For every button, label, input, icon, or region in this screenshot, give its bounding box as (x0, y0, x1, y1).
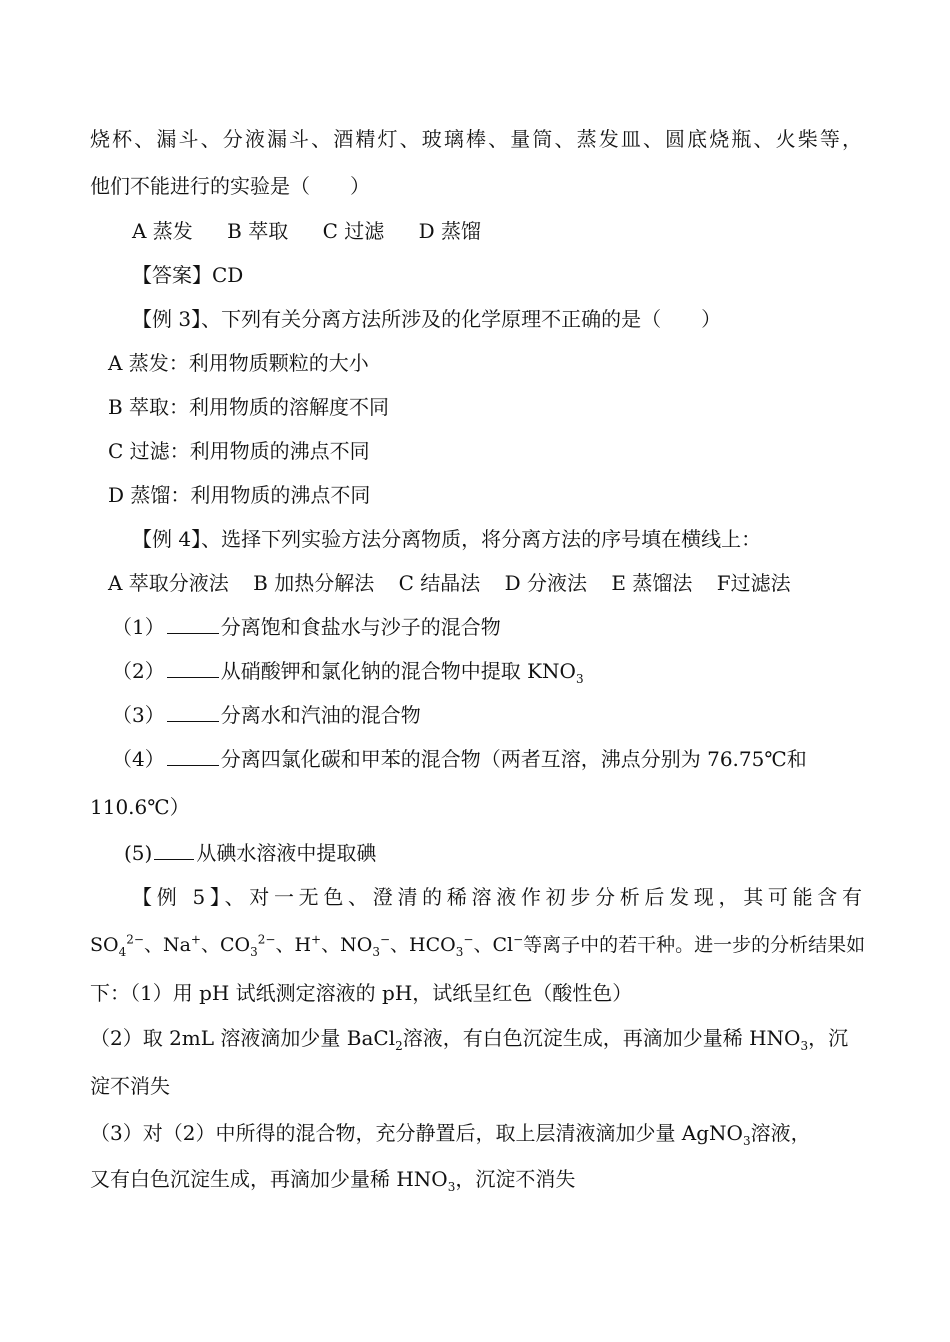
example-3-option-a: A 蒸发：利用物质颗粒的大小 (108, 351, 369, 375)
ion-text: CO (219, 934, 251, 956)
question-4-continuation: 110.6℃） (90, 795, 190, 819)
subscript: 3 (742, 1134, 751, 1148)
method-f: F过滤法 (716, 571, 791, 595)
separator: 、 (473, 934, 493, 956)
question-text: 从碘水溶液中提取碘 (196, 841, 377, 865)
answer-options (132, 219, 481, 243)
ion-text: Cl (492, 934, 514, 956)
option-c: C 过滤 (322, 219, 385, 243)
superscript: + (311, 932, 322, 947)
subscript: 3 (455, 944, 464, 959)
step-text: （2）取 2mL 溶液滴加少量 BaCl (90, 1026, 396, 1050)
method-c: C 结晶法 (398, 571, 481, 595)
option-b: B 萃取 (227, 219, 289, 243)
superscript: − (513, 932, 524, 947)
text-line: 烧杯、漏斗、分液漏斗、酒精灯、玻璃棒、量筒、蒸发皿、圆底烧瓶、火柴等， (90, 127, 862, 151)
step-text: 又有白色沉淀生成，再滴加少量稀 HNO (90, 1167, 448, 1191)
ion-text: HCO (409, 934, 456, 956)
answer-blank[interactable] (167, 659, 219, 678)
answer-blank[interactable] (167, 747, 219, 766)
example-3-option-c: C 过滤：利用物质的沸点不同 (108, 439, 370, 463)
ion-list (90, 933, 865, 957)
method-b: B 加热分解法 (253, 571, 375, 595)
step-text: （3）对（2）中所得的混合物，充分静置后，取上层清液滴加少量 AgNO (90, 1121, 743, 1145)
example-3-title: 【例 3】、下列有关分离方法所涉及的化学原理不正确的是（ ） (132, 307, 722, 331)
method-e: E 蒸馏法 (611, 571, 693, 595)
separator: 、 (321, 934, 341, 956)
step-text: ，沉淀不消失 (455, 1167, 576, 1191)
ion-text: SO (90, 934, 119, 956)
option-a: A 蒸发 (132, 219, 193, 243)
ion-text: Na (162, 934, 191, 956)
question-3 (112, 703, 421, 727)
question-4 (112, 747, 807, 771)
separator: 、 (143, 934, 163, 956)
subscript: 3 (447, 1180, 456, 1194)
question-text: 分离饱和食盐水与沙子的混合物 (220, 615, 501, 639)
superscript: 2− (126, 932, 144, 947)
question-number: （3） (112, 703, 165, 727)
step-text: 溶液， (750, 1121, 811, 1145)
step-text: ，沉 (808, 1026, 849, 1050)
question-text: 从硝酸钾和氯化钠的混合物中提取 KNO (220, 659, 576, 683)
answer-blank[interactable] (154, 841, 194, 860)
superscript: 2− (257, 932, 276, 947)
question-5 (124, 841, 376, 865)
subscript: 2 (395, 1039, 403, 1053)
example-3-option-d: D 蒸馏：利用物质的沸点不同 (108, 483, 371, 507)
ion-tail-text: 等离子中的若干种。进一步的分析结果如 (523, 934, 866, 956)
method-list (108, 571, 791, 595)
subscript: 3 (372, 944, 380, 959)
example-5-step-3-continuation (90, 1167, 576, 1194)
example-5-title: 【例 5】、对一无色、澄清的稀溶液作初步分析后发现，其可能含有 (132, 885, 862, 909)
separator: 、 (200, 934, 220, 956)
question-text: 分离水和汽油的混合物 (220, 703, 421, 727)
subscript: 3 (575, 672, 584, 686)
example-4-title: 【例 4】、选择下列实验方法分离物质，将分离方法的序号填在横线上： (132, 527, 762, 551)
answer-line: 【答案】CD (132, 263, 244, 287)
question-number: (5) (124, 841, 153, 865)
answer-blank[interactable] (167, 615, 219, 634)
method-d: D 分液法 (504, 571, 588, 595)
superscript: − (463, 932, 474, 947)
subscript: 3 (250, 944, 258, 959)
example-5-step-3 (90, 1121, 811, 1148)
separator: 、 (275, 934, 295, 956)
question-number: （2） (112, 659, 165, 683)
question-stem: 他们不能进行的实验是（ ） (90, 174, 370, 198)
question-2 (112, 659, 584, 686)
superscript: − (379, 932, 391, 947)
example-5-step-2-continuation: 淀不消失 (90, 1074, 170, 1098)
example-3-option-b: B 萃取：利用物质的溶解度不同 (108, 395, 390, 419)
question-text: 分离四氯化碳和甲苯的混合物（两者互溶，沸点分别为 76.75℃和 (220, 747, 807, 771)
subscript: 4 (118, 944, 127, 959)
step-text: 溶液，有白色沉淀生成，再滴加少量稀 HNO (402, 1026, 801, 1050)
separator: 、 (390, 934, 410, 956)
example-5-step-1: 下：（1）用 pH 试纸测定溶液的 pH，试纸呈红色（酸性色） (90, 981, 633, 1005)
subscript: 3 (800, 1039, 809, 1053)
example-5-step-2 (90, 1026, 849, 1053)
superscript: + (190, 932, 201, 947)
method-a: A 萃取分液法 (108, 571, 229, 595)
option-d: D 蒸馏 (418, 219, 482, 243)
ion-text: NO (340, 934, 373, 956)
answer-blank[interactable] (167, 703, 219, 722)
question-number: （1） (112, 615, 165, 639)
question-number: （4） (112, 747, 165, 771)
question-1 (112, 615, 501, 639)
ion-text: H (294, 934, 312, 956)
